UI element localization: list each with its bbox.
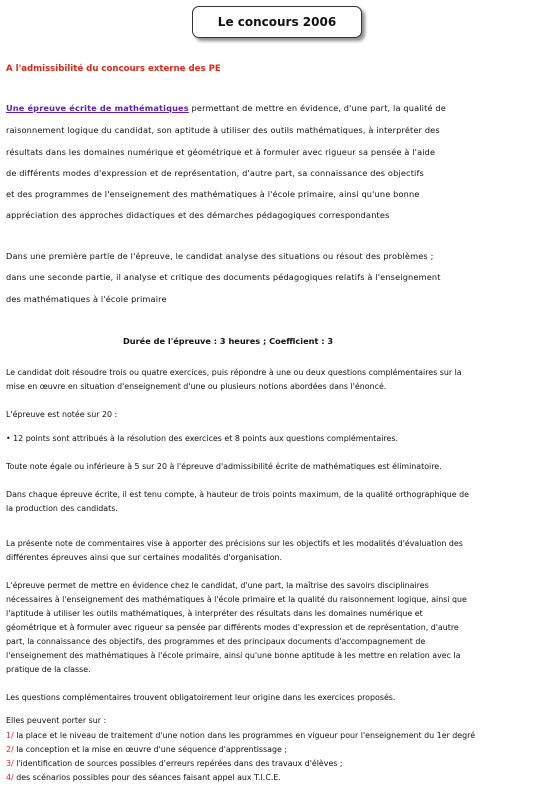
list-item-number: 1/ (6, 731, 14, 740)
graded-line: L'épreuve est notée sur 20 : (6, 410, 118, 419)
purpose-line: nécessaires à l'enseignement des mathématiques à l'école primaire et la qualité du raisonnement logique, ainsi que (6, 595, 467, 604)
purpose-line: géométrique et à formuler avec rigueur sa pensée par différents modes d'expression et de représentation, d'autre (6, 623, 459, 632)
purpose-line: pratique de la classe. (6, 665, 91, 674)
spelling-line: la production des candidats. (6, 504, 118, 513)
duration: Durée de l'épreuve : 3 heures ; Coefficient : 3 (123, 336, 334, 346)
list-item-text: la place et le niveau de traitement d'une notion dans les programmes en vigueur pour l'enseignement du 1er degré (13, 731, 476, 740)
intro-line: résultats dans les domaines numérique et géométrique et à formuler avec rigueur sa pensée à l'aide (6, 147, 436, 157)
list-item-number: 3/ (6, 759, 14, 768)
title-box (192, 6, 362, 38)
list-item-number: 4/ (6, 773, 14, 782)
purpose-line: l'enseignement des mathématiques à l'école primaire, ainsi qu'une bonne aptitude à les mettre en relation avec la (6, 651, 461, 660)
intro-line: de différents modes d'expression et de représentation, d'autre part, sa connaissance des objectifs (6, 168, 424, 178)
note-line: La présente note de commentaires vise à apporter des précisions sur les objectifs et les modalités d'évaluation des (6, 539, 463, 548)
list-item (6, 732, 475, 740)
list-item-text: la conception et la mise en œuvre d'une séquence d'apprentissage ; (13, 745, 288, 754)
intro-lead: Une épreuve écrite de mathématiques (6, 103, 189, 113)
parts-line: dans une seconde partie, il analyse et critique des documents pédagogiques relatifs à l'enseignement (6, 272, 441, 282)
may-cover-line: Elles peuvent porter sur : (6, 716, 107, 725)
list-item-number: 2/ (6, 745, 14, 754)
intro-line (6, 104, 446, 112)
purpose-line: part, la connaissance des objectifs, des programmes et des principaux documents d'accompagnement de (6, 637, 426, 646)
parts-line: Dans une première partie de l'épreuve, le candidat analyse des situations ou résout des problèmes ; (6, 251, 434, 261)
list-item-text: des scénarios possibles pour des séances faisant appel aux T.I.C.E. (13, 773, 281, 782)
intro-line: et des programmes de l'enseignement des mathématiques à l'école primaire, ainsi qu'une bonne (6, 189, 420, 199)
spelling-line: Dans chaque épreuve écrite, il est tenu compte, à hauteur de trois points maximum, de la qualité orthographique de (6, 490, 469, 499)
eliminatory-line: Toute note égale ou inférieure à 5 sur 20 à l'épreuve d'admissibilité écrite de mathématiques est éliminatoire. (6, 462, 442, 471)
intro-line: raisonnement logique du candidat, son aptitude à utiliser des outils mathématiques, à interpréter des (6, 125, 440, 135)
note-line: différentes épreuves ainsi que sur certaines modalités d'organisation. (6, 553, 283, 562)
page-title: Le concours 2006 (217, 15, 337, 29)
candidate-line: Le candidat doit résoudre trois ou quatre exercices, puis répondre à une ou deux questions complémentaires sur la (6, 368, 462, 377)
section-heading: A l'admissibilité du concours externe des PE (6, 64, 221, 74)
origin-line: Les questions complémentaires trouvent obligatoirement leur origine dans les exercices proposés. (6, 693, 396, 702)
list-item (6, 760, 343, 768)
purpose-line: L'épreuve permet de mettre en évidence chez le candidat, d'une part, la maîtrise des savoirs disciplinaires (6, 581, 429, 590)
points-line: • 12 points sont attribués à la résolution des exercices et 8 points aux questions complémentaires. (6, 434, 398, 443)
list-item (6, 746, 287, 754)
purpose-line: l'aptitude à utiliser les outils mathématiques, à interpréter des résultats dans les domaines numérique et (6, 609, 423, 618)
intro-line-text: permettant de mettre en évidence, d'une part, la qualité de (188, 103, 446, 113)
parts-line: des mathématiques à l'école primaire (6, 294, 167, 304)
intro-line: appréciation des approches didactiques et des démarches pédagogiques correspondantes (6, 210, 390, 220)
list-item (6, 774, 281, 782)
list-item-text: l'identification de sources possibles d'erreurs repérées dans des travaux d'élèves ; (13, 759, 343, 768)
candidate-line: mise en œuvre en situation d'enseignement d'une ou plusieurs notions abordées dans l'énoncé. (6, 382, 387, 391)
